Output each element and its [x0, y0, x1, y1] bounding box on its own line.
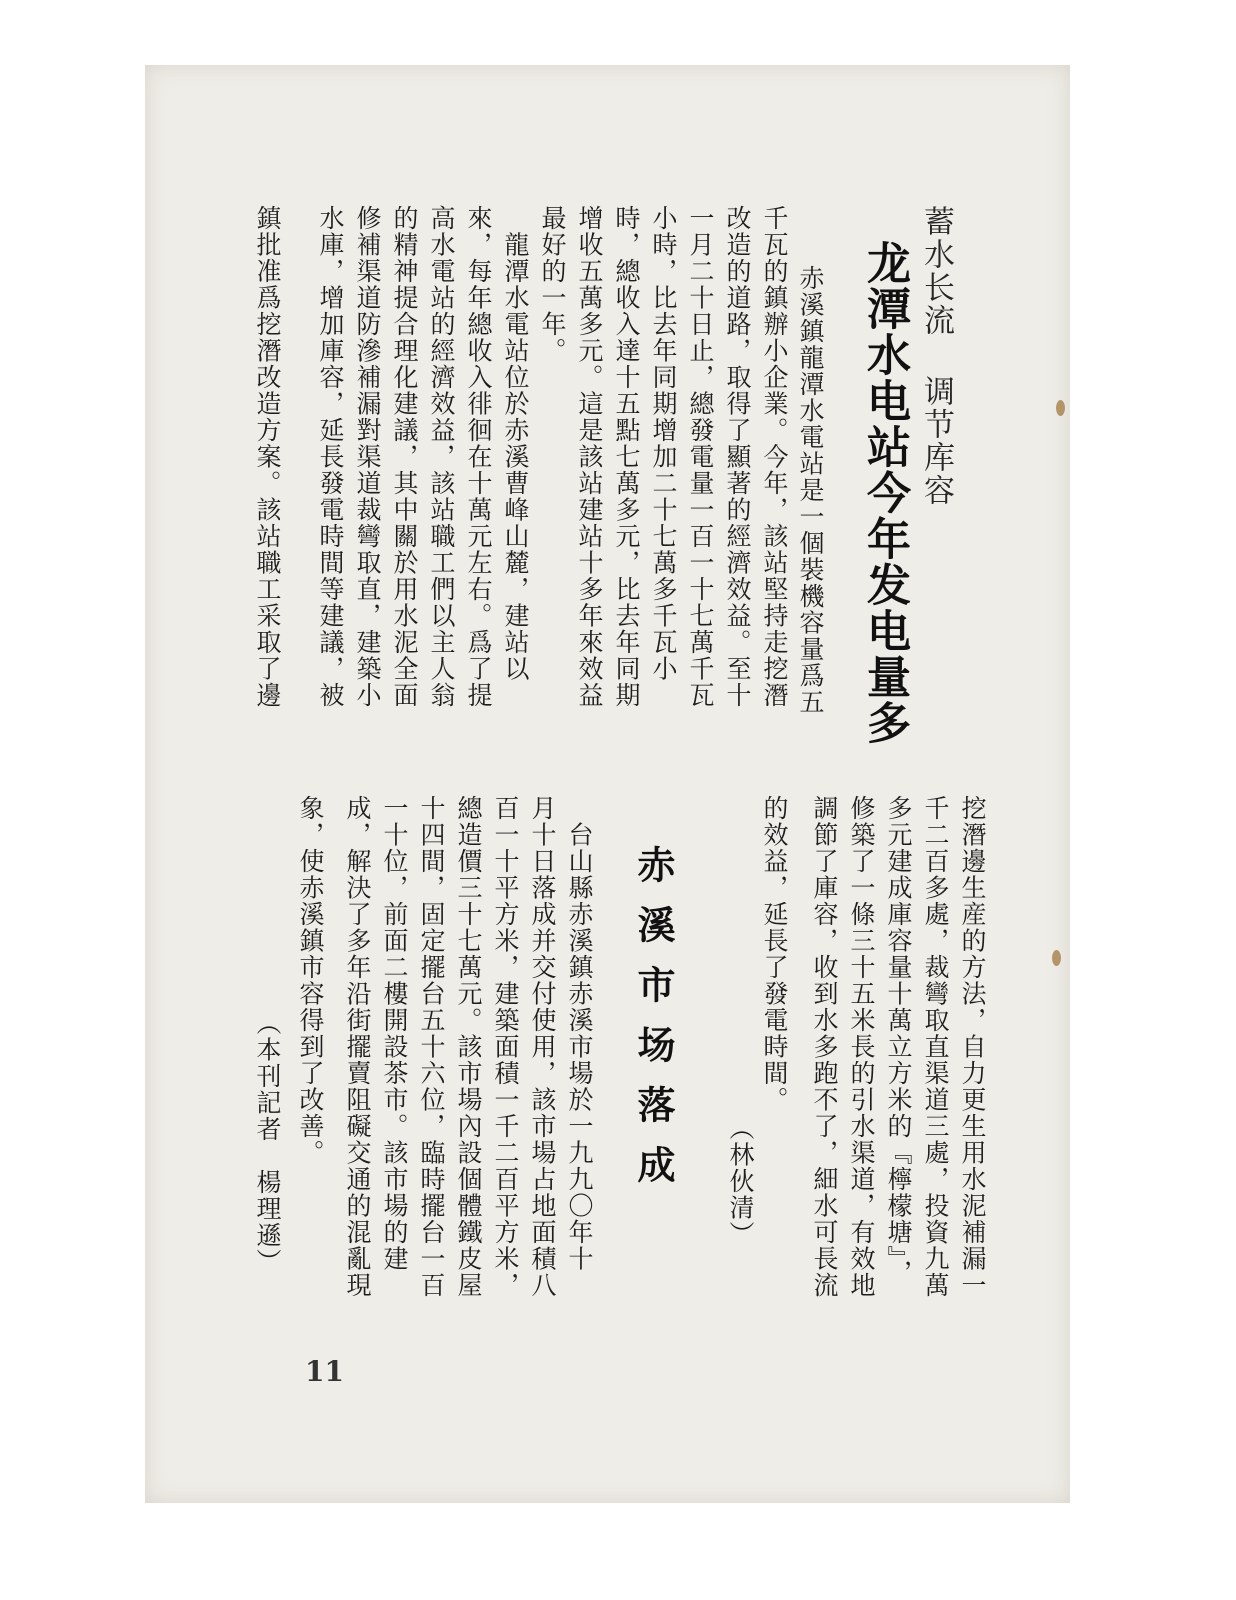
- article1-line: 改造的道路，取得了顯著的經濟效益。至十: [723, 205, 752, 709]
- article2-line: 總造價三十七萬元。該市場內設個體鐵皮屋: [454, 795, 483, 1299]
- article1-line: 來，每年總收入徘徊在十萬元左右。爲了提: [464, 205, 493, 709]
- article1-line: 水庫，增加庫容，延長發電時間等建議，被: [316, 205, 345, 709]
- article1-subtitle: 蓄水长流 调节库容: [918, 205, 954, 507]
- article2-line: 台山縣赤溪鎮赤溪市場於一九九〇年十: [565, 795, 594, 1272]
- article1-line: 小時，比去年同期增加二十七萬多千瓦小: [649, 205, 678, 682]
- article2-headline: 赤溪市场落成: [631, 845, 675, 1205]
- article1-line: 高水電站的經濟效益，該站職工們以主人翁: [427, 205, 456, 709]
- article2-line: 十四間，固定擺台五十六位，臨時擺台一百: [417, 795, 446, 1299]
- article1-line: 挖潛邊生産的方法，自力更生用水泥補漏一: [958, 795, 987, 1299]
- article1-line: 龍潭水電站位於赤溪曹峰山麓，建站以: [501, 205, 530, 682]
- article1-headline: 龙潭水电站今年发电量多: [859, 240, 910, 746]
- article1-line: 赤溪鎮龍潭水電站是一個裝機容量爲五: [796, 265, 825, 716]
- article1-line: 千二百多處，裁彎取直渠道三處，投資九萬: [921, 795, 950, 1299]
- article1-line: 修補渠道防滲補漏對渠道裁彎取直，建築小: [353, 205, 382, 709]
- article1-line: 最好的一年。: [538, 205, 567, 364]
- page-number: 11: [305, 1355, 344, 1388]
- article2-line: 月十日落成并交付使用，該市場占地面積八: [528, 795, 557, 1299]
- article1-line: 的效益，延長了發電時間。: [760, 795, 789, 1113]
- paper-stain: [1052, 950, 1061, 966]
- article2-line: 成，解決了多年沿街擺賣阻礙交通的混亂現: [343, 795, 372, 1299]
- article1-byline: （林伙清）: [726, 1115, 755, 1248]
- article2-line: 象，使赤溪鎮市容得到了改善。: [296, 795, 325, 1166]
- article1-line: 的精神提合理化建議，其中關於用水泥全面: [390, 205, 419, 709]
- article1-line: 增收五萬多元。這是該站建站十多年來效益: [575, 205, 604, 709]
- paper-stain: [1056, 400, 1065, 416]
- article2-byline: （本刊記者 楊理遜）: [253, 1010, 282, 1275]
- article1-line: 調節了庫容，收到水多跑不了，細水可長流: [810, 795, 839, 1299]
- article1-line: 修築了一條三十五米長的引水渠道，有效地: [847, 795, 876, 1299]
- article1-line: 時，總收入達十五點七萬多元，比去年同期: [612, 205, 641, 709]
- article2-line: 一十位，前面二樓開設茶市。該市場的建: [380, 795, 409, 1272]
- article2-line: 百一十平方米，建築面積一千二百平方米，: [491, 795, 520, 1299]
- article1-line: 千瓦的鎮辦小企業。今年，該站堅持走挖潛: [760, 205, 789, 709]
- article1-line: 鎮批准爲挖潛改造方案。該站職工采取了邊: [253, 205, 282, 709]
- article1-line: 多元建成庫容量十萬立方米的『檸檬塘』，: [884, 795, 913, 1286]
- article1-line: 一月二十日止，總發電量一百一十七萬千瓦: [686, 205, 715, 709]
